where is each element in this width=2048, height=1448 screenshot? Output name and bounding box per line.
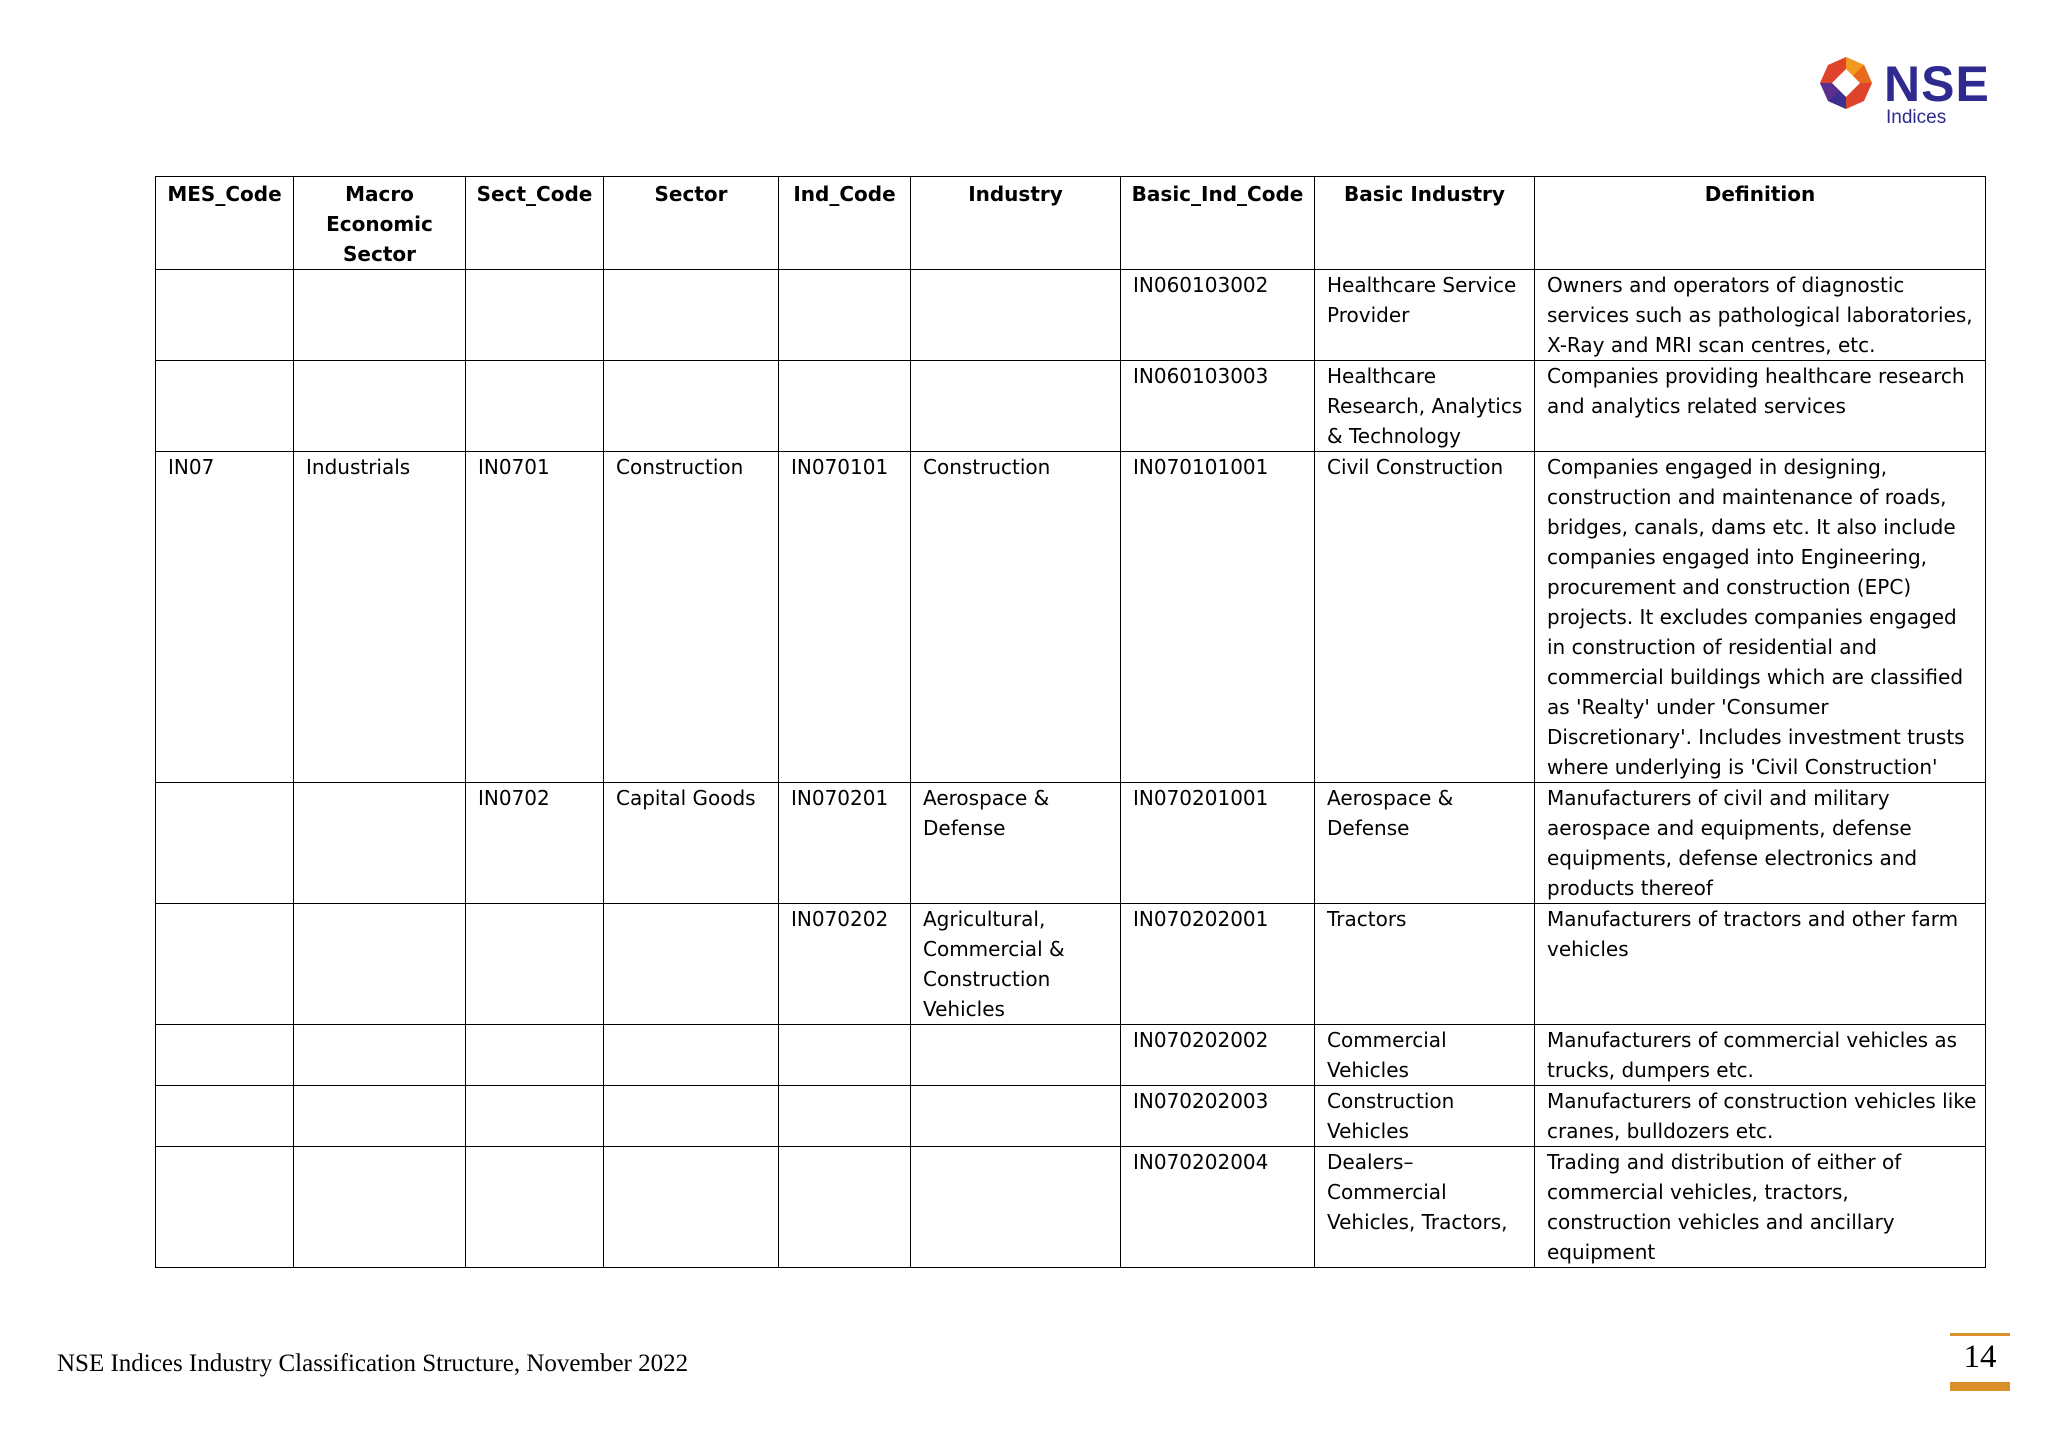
cell-ind-code	[779, 1147, 911, 1268]
cell-ind-code: IN070201	[779, 783, 911, 904]
page-number-box	[1950, 1333, 2010, 1391]
column-header: Basic Industry	[1315, 177, 1535, 270]
cell-sect-code: IN0702	[466, 783, 604, 904]
cell-macro-sector	[294, 904, 466, 1025]
cell-industry	[911, 1025, 1121, 1086]
cell-basic-industry: Civil Construction	[1315, 452, 1535, 783]
column-header: Macro Economic Sector	[294, 177, 466, 270]
cell-definition: Manufacturers of tractors and other farm vehicles	[1535, 904, 1986, 1025]
cell-sector	[604, 361, 779, 452]
cell-mes-code	[156, 1086, 294, 1147]
cell-ind-code	[779, 1086, 911, 1147]
cell-industry: Construction	[911, 452, 1121, 783]
cell-sect-code	[466, 904, 604, 1025]
cell-ind-code	[779, 270, 911, 361]
page-number-bottom-bar	[1950, 1382, 2010, 1391]
cell-basic-industry: Tractors	[1315, 904, 1535, 1025]
column-header: Ind_Code	[779, 177, 911, 270]
cell-mes-code	[156, 361, 294, 452]
page-number: 14	[1963, 1339, 1997, 1375]
cell-mes-code	[156, 783, 294, 904]
nse-indices-logo	[1820, 55, 1990, 133]
cell-sect-code	[466, 1086, 604, 1147]
cell-mes-code	[156, 1025, 294, 1086]
cell-ind-code	[779, 361, 911, 452]
cell-basic-industry: Healthcare Research, Analytics & Technology	[1315, 361, 1535, 452]
cell-sector	[604, 270, 779, 361]
cell-mes-code	[156, 1147, 294, 1268]
cell-macro-sector	[294, 270, 466, 361]
cell-definition: Trading and distribution of either of commercial vehicles, tractors, construction vehicles and ancillary equipment	[1535, 1147, 1986, 1268]
nse-logo-mark-icon	[1820, 57, 1872, 109]
cell-industry	[911, 1086, 1121, 1147]
cell-sector: Capital Goods	[604, 783, 779, 904]
cell-macro-sector	[294, 1086, 466, 1147]
cell-industry: Agricultural, Commercial & Construction Vehicles	[911, 904, 1121, 1025]
cell-basic-ind-code: IN060103002	[1121, 270, 1315, 361]
cell-macro-sector: Industrials	[294, 452, 466, 783]
table-row	[156, 904, 1986, 1025]
cell-sector	[604, 1147, 779, 1268]
cell-sector: Construction	[604, 452, 779, 783]
column-header: Industry	[911, 177, 1121, 270]
cell-industry	[911, 361, 1121, 452]
table-row	[156, 270, 1986, 361]
logo-sub-text: Indices	[1886, 107, 1947, 128]
table-row	[156, 1147, 1986, 1268]
table-row	[156, 361, 1986, 452]
cell-definition: Manufacturers of civil and military aerospace and equipments, defense equipments, defense electronics and products thereof	[1535, 783, 1986, 904]
cell-ind-code	[779, 1025, 911, 1086]
cell-definition: Companies providing healthcare research and analytics related services	[1535, 361, 1986, 452]
cell-basic-industry: Aerospace & Defense	[1315, 783, 1535, 904]
table-row	[156, 1086, 1986, 1147]
cell-industry	[911, 1147, 1121, 1268]
cell-mes-code	[156, 270, 294, 361]
cell-basic-industry: Construction Vehicles	[1315, 1086, 1535, 1147]
column-header: Definition	[1535, 177, 1986, 270]
logo-brand-text: NSE	[1884, 56, 1990, 112]
cell-basic-ind-code: IN070202004	[1121, 1147, 1315, 1268]
column-header: Basic_Ind_Code	[1121, 177, 1315, 270]
cell-basic-ind-code: IN070202003	[1121, 1086, 1315, 1147]
column-header: MES_Code	[156, 177, 294, 270]
cell-basic-industry: Commercial Vehicles	[1315, 1025, 1535, 1086]
cell-basic-ind-code: IN060103003	[1121, 361, 1315, 452]
classification-table	[155, 176, 1986, 1268]
cell-definition: Manufacturers of construction vehicles like cranes, bulldozers etc.	[1535, 1086, 1986, 1147]
cell-sect-code	[466, 1147, 604, 1268]
cell-basic-ind-code: IN070101001	[1121, 452, 1315, 783]
page-number-top-rule	[1950, 1333, 2010, 1336]
cell-definition: Manufacturers of commercial vehicles as trucks, dumpers etc.	[1535, 1025, 1986, 1086]
cell-basic-ind-code: IN070202001	[1121, 904, 1315, 1025]
cell-mes-code: IN07	[156, 452, 294, 783]
column-header: Sect_Code	[466, 177, 604, 270]
cell-sector	[604, 1086, 779, 1147]
cell-sect-code	[466, 1025, 604, 1086]
cell-sect-code	[466, 361, 604, 452]
cell-ind-code: IN070101	[779, 452, 911, 783]
cell-sector	[604, 904, 779, 1025]
footer-document-title: NSE Indices Industry Classification Structure, November 2022	[57, 1350, 689, 1377]
cell-ind-code: IN070202	[779, 904, 911, 1025]
cell-sect-code	[466, 270, 604, 361]
cell-basic-ind-code: IN070201001	[1121, 783, 1315, 904]
cell-macro-sector	[294, 361, 466, 452]
cell-definition: Companies engaged in designing, construction and maintenance of roads, bridges, canals, dams etc. It also include companies engaged into Engineering, procurement and construction (EPC) projects. It excludes companies engaged in construction of residential and commercial buildings which are classified as 'Realty' under 'Consumer Discretionary'. Includes investment trusts where underlying is 'Civil Construction'	[1535, 452, 1986, 783]
cell-macro-sector	[294, 783, 466, 904]
table-row	[156, 1025, 1986, 1086]
cell-basic-industry: Dealers– Commercial Vehicles, Tractors,	[1315, 1147, 1535, 1268]
cell-sect-code: IN0701	[466, 452, 604, 783]
column-header: Sector	[604, 177, 779, 270]
cell-mes-code	[156, 904, 294, 1025]
cell-basic-industry: Healthcare Service Provider	[1315, 270, 1535, 361]
cell-sector	[604, 1025, 779, 1086]
cell-macro-sector	[294, 1025, 466, 1086]
table-row	[156, 452, 1986, 783]
cell-basic-ind-code: IN070202002	[1121, 1025, 1315, 1086]
table-row	[156, 783, 1986, 904]
cell-industry	[911, 270, 1121, 361]
cell-macro-sector	[294, 1147, 466, 1268]
cell-industry: Aerospace & Defense	[911, 783, 1121, 904]
cell-definition: Owners and operators of diagnostic services such as pathological laboratories, X-Ray and MRI scan centres, etc.	[1535, 270, 1986, 361]
table-header-row	[156, 177, 1986, 270]
